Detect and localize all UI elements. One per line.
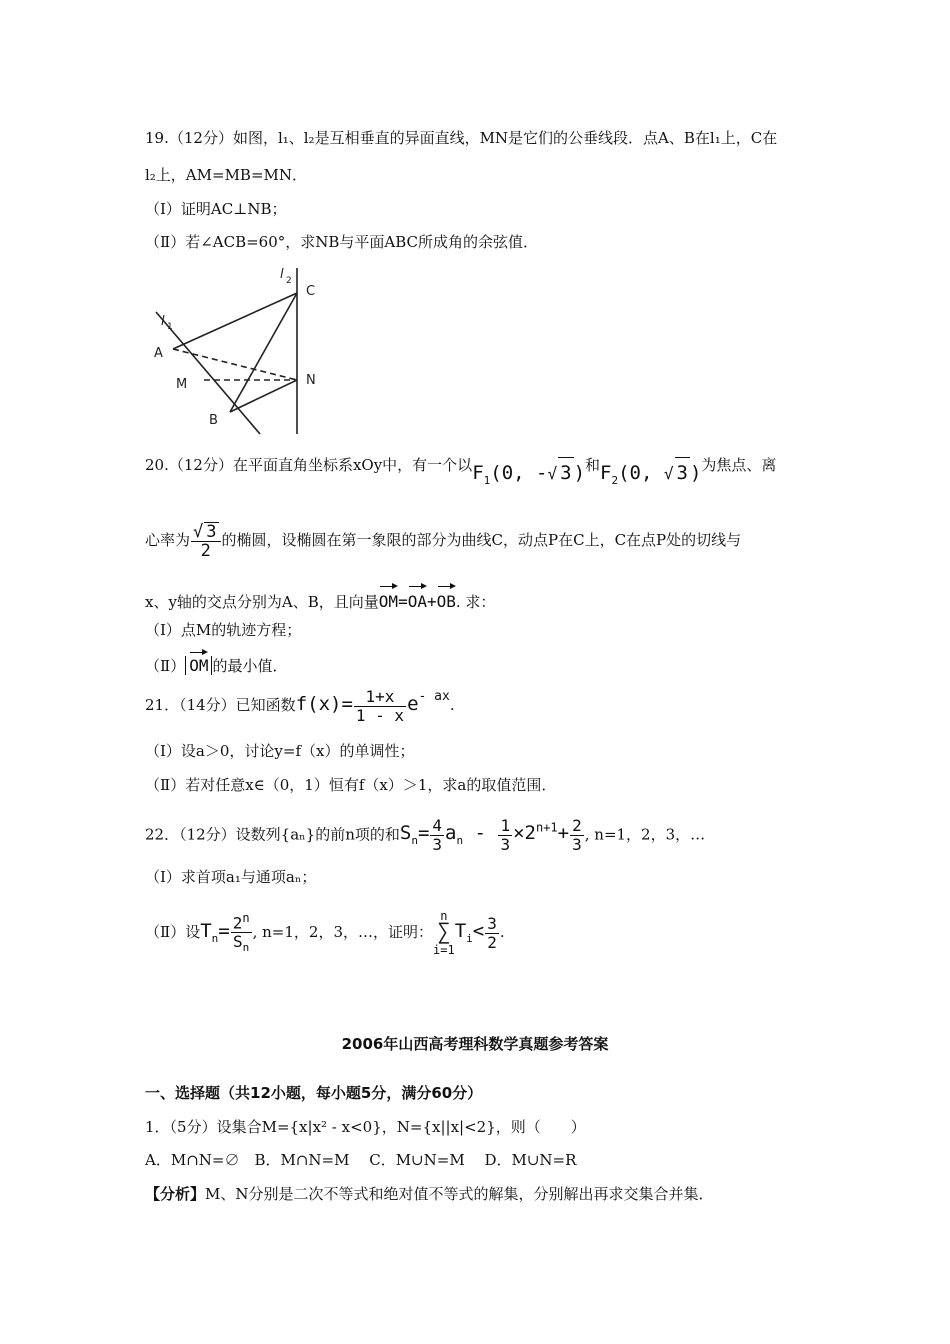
answer-q1-analysis: 【分析】M、N分别是二次不等式和绝对值不等式的解集，分别解出再求交集合并集． [145,1185,714,1203]
segment-ac [173,293,297,349]
q21-line1: 21．（14分）已知函数f(x)= $\frac{1+x}{1 - x}$ e- ax. [145,686,455,725]
label-c: C [306,284,316,299]
q21-part2: （Ⅱ）若对任意x∈（0，1）恒有f（x）＞1，求a的取值范围． [145,776,557,794]
q22-line1: 22．（12分）设数列{aₙ}的前n项的和$S_n=$ $\frac{4}{3}$ $a_n$ - $\frac{1}{3}$ $\times 2^{n+1}+$ $\frac{2}{3}$ , n=1，2，3，… [145,815,706,854]
q19-line1: 19.（12分）如图，l₁、l₂是互相垂直的异面直线，MN是它们的公垂线段．点A、B在l₁上，C在 [145,129,778,147]
vector-om: OM [379,584,398,616]
label-l2-sub: 2 [286,276,292,286]
answer-q1-stem: 1．（5分）设集合M={x|x² - x<0}，N={x||x|<2}，则（ ） [145,1118,586,1136]
q19-part1: （Ⅰ）证明AC⊥NB； [145,200,287,218]
vector-oa: OA [408,584,427,616]
q20-part2: （Ⅱ） OM 的最小值． [145,650,287,678]
segment-bn [230,380,297,412]
answers-section-heading: 一、选择题（共12小题，每小题5分，满分60分） [145,1084,483,1102]
label-m: M [176,377,188,392]
q19-part2: （Ⅱ）若∠ACB=60°，求NB与平面ABC所成角的余弦值． [145,233,539,251]
q19-figure [140,262,340,438]
label-l1-sub: 1 [167,322,173,332]
vector-ob: OB [437,584,456,616]
q20-line2: 心率为 $\frac{√ 3}{2}$ 的椭圆，设椭圆在第一象限的部分为曲线C，动点P在C上，C在点P处的切线与 [145,522,742,561]
segment-cb [230,293,297,412]
q20-line1: 20.（12分）在平面直角坐标系xOy中，有一个以$F_1(0$, -√ 3 )和$F_2(0$, √ 3 )为焦点、离 [145,456,777,487]
q21-part1: （Ⅰ）设a＞0，讨论y=f（x）的单调性； [145,742,415,760]
q20-part1: （Ⅰ）点M的轨迹方程； [145,621,302,639]
label-b: B [209,413,218,428]
label-l2: l [280,267,284,282]
label-n: N [306,373,316,388]
answer-q1-options: A．M∩N=∅ B．M∩N=M C．M∪N=M D．M∪N=R [145,1151,577,1169]
label-a: A [154,346,163,361]
answers-title: 2006年山西高考理科数学真题参考答案 [341,1035,609,1053]
label-l1: l [161,314,165,329]
q20-line3: x、y轴的交点分别为A、B，且向量OM=OA+OB. 求： [145,584,495,616]
q22-part2: （Ⅱ）设$T_n=$ $\frac{2^n}{S_n}$ , n=1，2，3，…，证明：n ∑ $i=1T_i<$ $\frac{3}{2}$ . [145,909,505,957]
q19-line2: l₂上，AM=MB=MN． [145,166,308,184]
q22-part1: （Ⅰ）求首项a₁与通项aₙ； [145,868,317,886]
